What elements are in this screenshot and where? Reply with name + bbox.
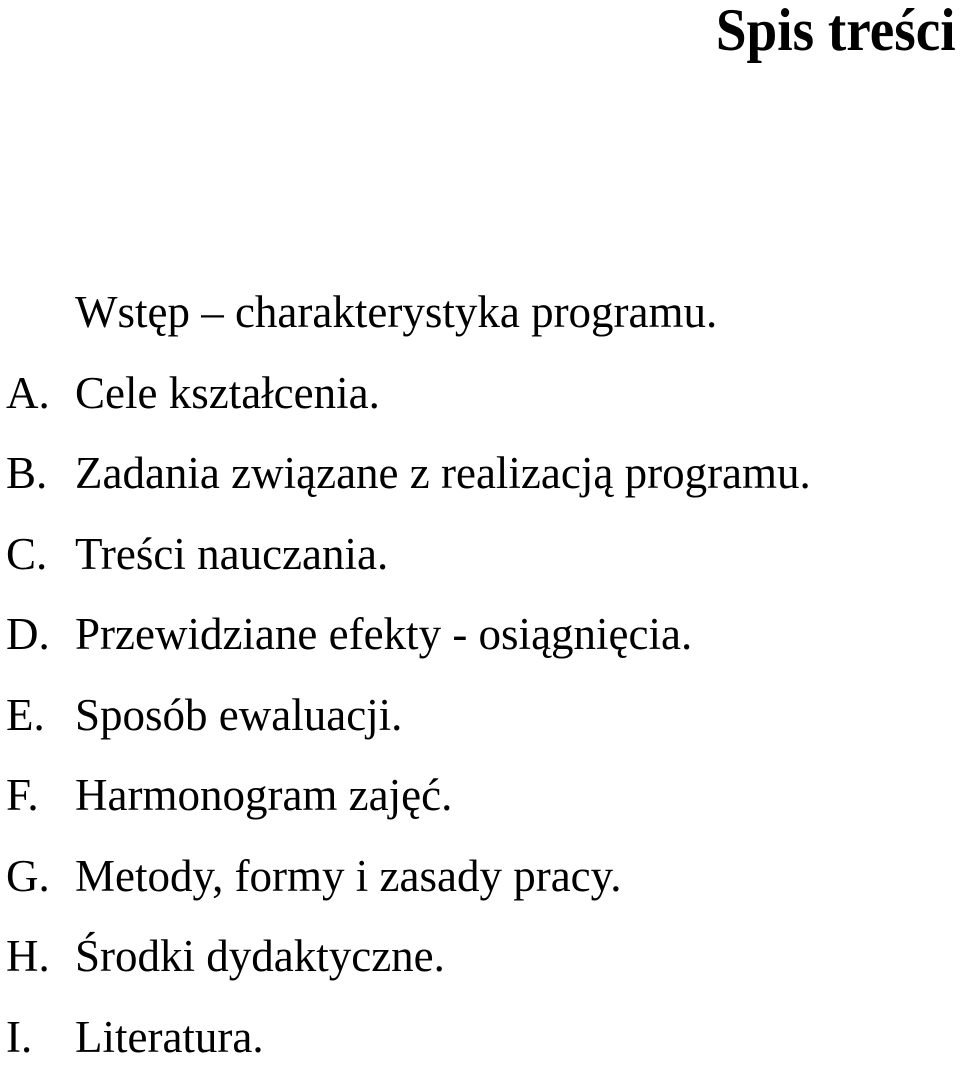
toc-entry-marker: D. [6,609,50,659]
toc-entry-text: Literatura. [75,1011,264,1062]
toc-entry-marker: I. [6,1011,33,1062]
toc-entry-marker: F. [6,770,39,820]
toc-entry-marker: C. [6,528,48,579]
toc-entry-marker: H. [6,931,50,981]
toc-entry-text: Zadania związane z realizacją programu. [75,448,811,498]
toc-entry-marker: E. [6,689,45,740]
toc-entry-text: Sposób ewaluacji. [75,689,403,740]
toc-entry-text: Przewidziane efekty - osiągnięcia. [75,609,693,659]
toc-entry-marker: G. [6,850,50,901]
toc-entry-marker: A. [6,367,50,418]
toc-entry-marker: B. [6,448,48,498]
toc-entry-text: Treści nauczania. [75,528,389,579]
toc-entry-text: Wstęp – charakterystyka programu. [75,287,718,337]
toc-entry-text: Harmonogram zajęć. [75,770,453,820]
toc-entry-text: Metody, formy i zasady pracy. [75,850,622,901]
toc-entry-text: Cele kształcenia. [75,367,380,418]
page-title: Spis treści [716,0,956,63]
toc-entry-text: Środki dydaktyczne. [75,931,445,981]
